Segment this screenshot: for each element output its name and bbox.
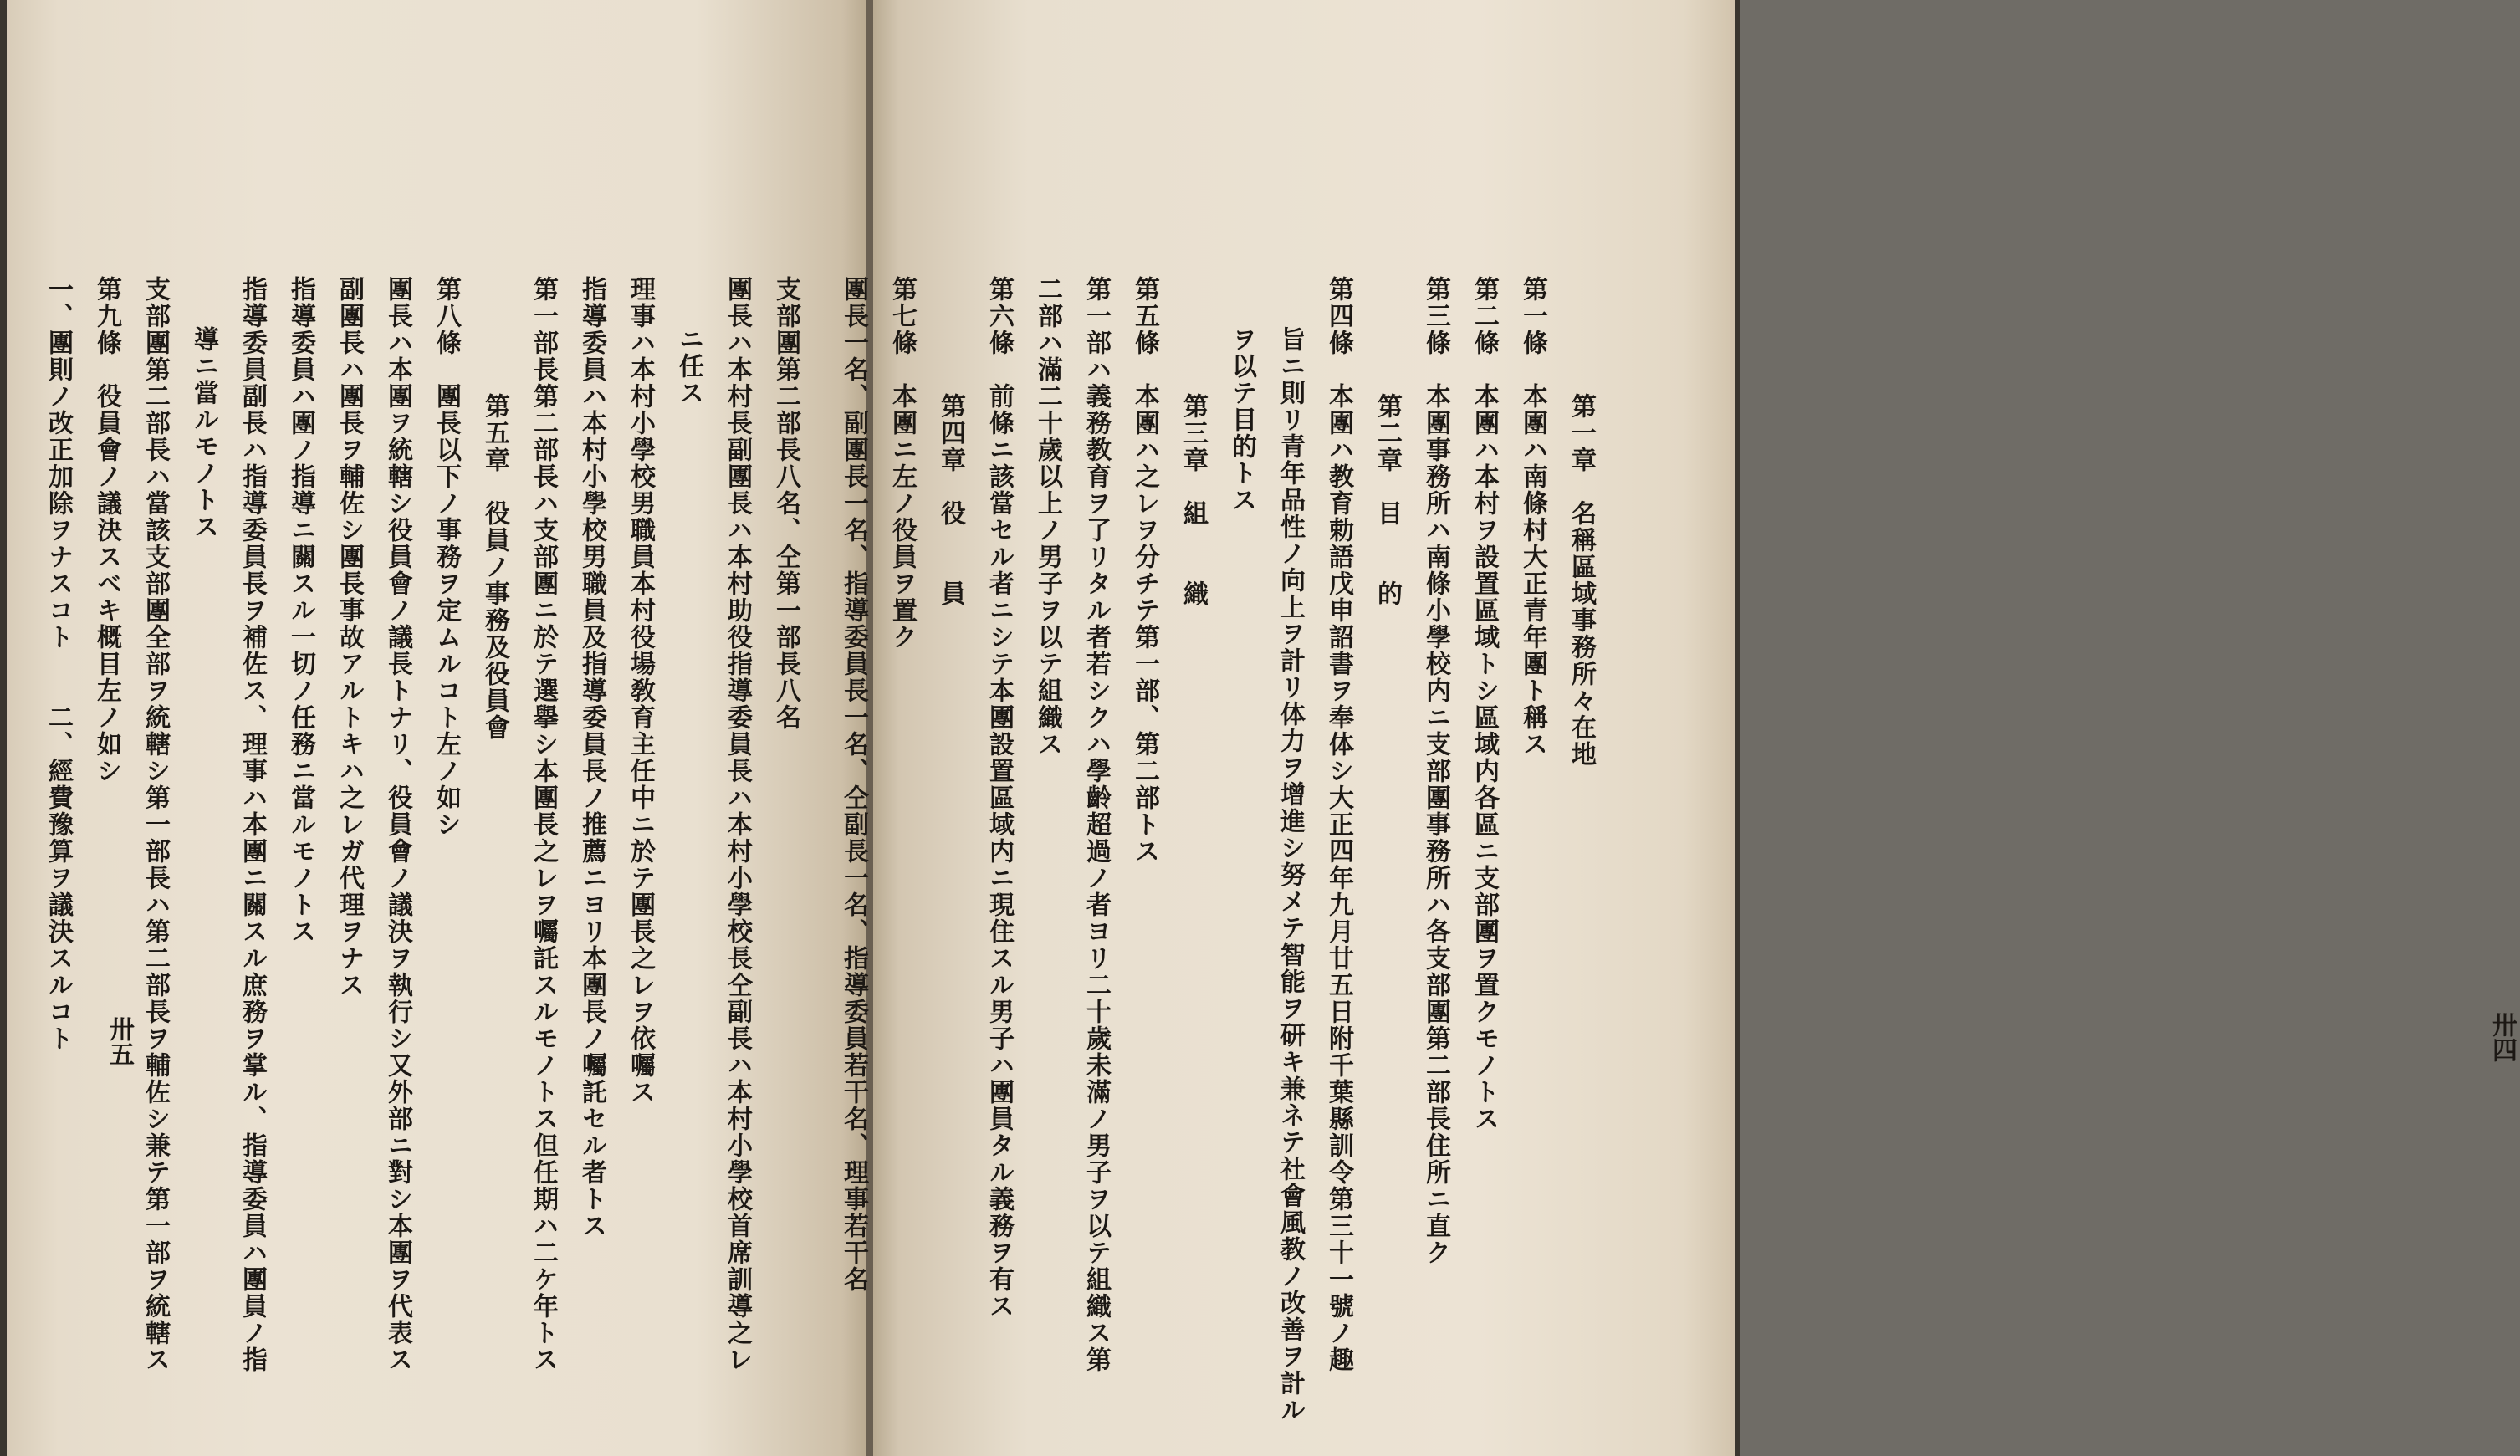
text-column: 指導委員ハ本村小學校男職員及指導委員長ノ推薦ニヨリ本團長ノ囑託セル者トス (577, 276, 606, 1239)
text-column: 第四條 本團ハ教育勅語戊申詔書ヲ奉体シ大正四年九月廿五日附千葉縣訓令第三十一號ノ趣 (1324, 276, 1353, 1373)
text-column: 第八條 團長以下ノ事務ヲ定ムルコト左ノ如シ (432, 276, 461, 838)
text-column: 理事ハ本村小學校男職員本村役場敎育主任中ニ於テ團長之レヲ依囑ス (626, 276, 655, 1106)
text-column: 第一部長第二部長ハ支部團ニ於テ選擧シ本團長之レヲ囑託スルモノトス但任期ハ二ケ年トス (529, 276, 558, 1373)
text-column: 指導委員副長ハ指導委員長ヲ補佐ス、理事ハ本團ニ關スル庶務ヲ掌ル、指導委員ハ團員ノ指 (238, 276, 267, 1373)
text-column: 一、團則ノ改正加除ヲナスコト 二、經費豫算ヲ議決スルコト (43, 276, 73, 1052)
text-column: 支部團第二部長ハ當該支部團全部ヲ統轄シ第一部長ハ第二部長ヲ輔佐シ兼テ第一部ヲ統轄ス (141, 276, 170, 1373)
left-page-number: 卅五 (105, 1016, 134, 1066)
left-page (7, 0, 868, 1456)
text-column-continuation: 旨ニ則リ青年品性ノ向上ヲ計リ体力ヲ增進シ努メテ智能ヲ研キ兼ネテ社會風教ノ改善ヲ計ル (1275, 326, 1305, 1423)
text-column: 團長ハ本團ヲ統轄シ役員會ノ議長トナリ、役員會ノ議決ヲ執行シ又外部ニ對シ本團ヲ代表ス (383, 276, 412, 1373)
text-column: 第二條 本團ハ本村ヲ設置區域トシ區域内各區ニ支部團ヲ置クモノトス (1470, 276, 1499, 1132)
text-column: 副團長ハ團長ヲ輔佐シ團長事故アルトキハ之レガ代理ヲナス (335, 276, 364, 999)
text-column: 第一部ハ義務教育ヲ了リタル者若シクハ學齡超過ノ者ヨリ二十歲未滿ノ男子ヲ以テ組織ス第 (1081, 276, 1111, 1373)
text-column: 指導委員ハ團ノ指導ニ關スル一切ノ任務ニ當ルモノトス (286, 276, 315, 945)
text-column: 第七條 本團ニ左ノ役員ヲ置ク (887, 276, 917, 651)
right-page-text (839, 276, 1605, 1423)
chapter-heading: 第一章 名稱區域事務所々在地 (1567, 393, 1596, 768)
text-column-continuation: ニ任ス (674, 326, 703, 406)
text-column: 二部ハ滿二十歲以上ノ男子ヲ以テ組織ス (1033, 276, 1062, 758)
text-column-continuation: 導ニ當ルモノトス (189, 326, 218, 540)
text-column: 團長ハ本村長副團長ハ本村助役指導委員長ハ本村小學校長仝副長ハ本村小學校首席訓導之レ (723, 276, 752, 1373)
text-column: 第九條 役員會ノ議決スベキ概目左ノ如シ (92, 276, 121, 784)
chapter-heading: 第四章 役 員 (936, 393, 965, 607)
chapter-heading: 第三章 組 織 (1178, 393, 1208, 607)
chapter-heading: 第二章 目 的 (1372, 393, 1402, 607)
text-column: 團長一名、副團長一名、指導委員長一名、仝副長一名、指導委員若干名、理事若干名 (839, 276, 868, 1293)
text-column: 第六條 前條ニ該當セル者ニシテ本團設置區域内ニ現住スル男子ハ團員タル義務ヲ有ス (984, 276, 1014, 1320)
text-column-continuation: ヲ以テ目的トス (1227, 326, 1256, 513)
left-page-text (43, 276, 810, 1373)
text-column: 第一條 本團ハ南條村大正青年團ト稱ス (1518, 276, 1547, 758)
text-column: 第三條 本團事務所ハ南條小學校内ニ支部團事務所ハ各支部團第二部長住所ニ直ク (1421, 276, 1450, 1266)
text-column: 第五條 本團ハ之レヲ分チテ第一部、第二部トス (1130, 276, 1159, 865)
right-page (839, 0, 2517, 1456)
text-column: 支部團第二部長八名、仝第一部長八名 (771, 276, 800, 731)
right-page-number: 卅四 (2487, 1012, 2517, 1062)
chapter-heading: 第五章 役員ノ事務及役員會 (480, 393, 509, 741)
